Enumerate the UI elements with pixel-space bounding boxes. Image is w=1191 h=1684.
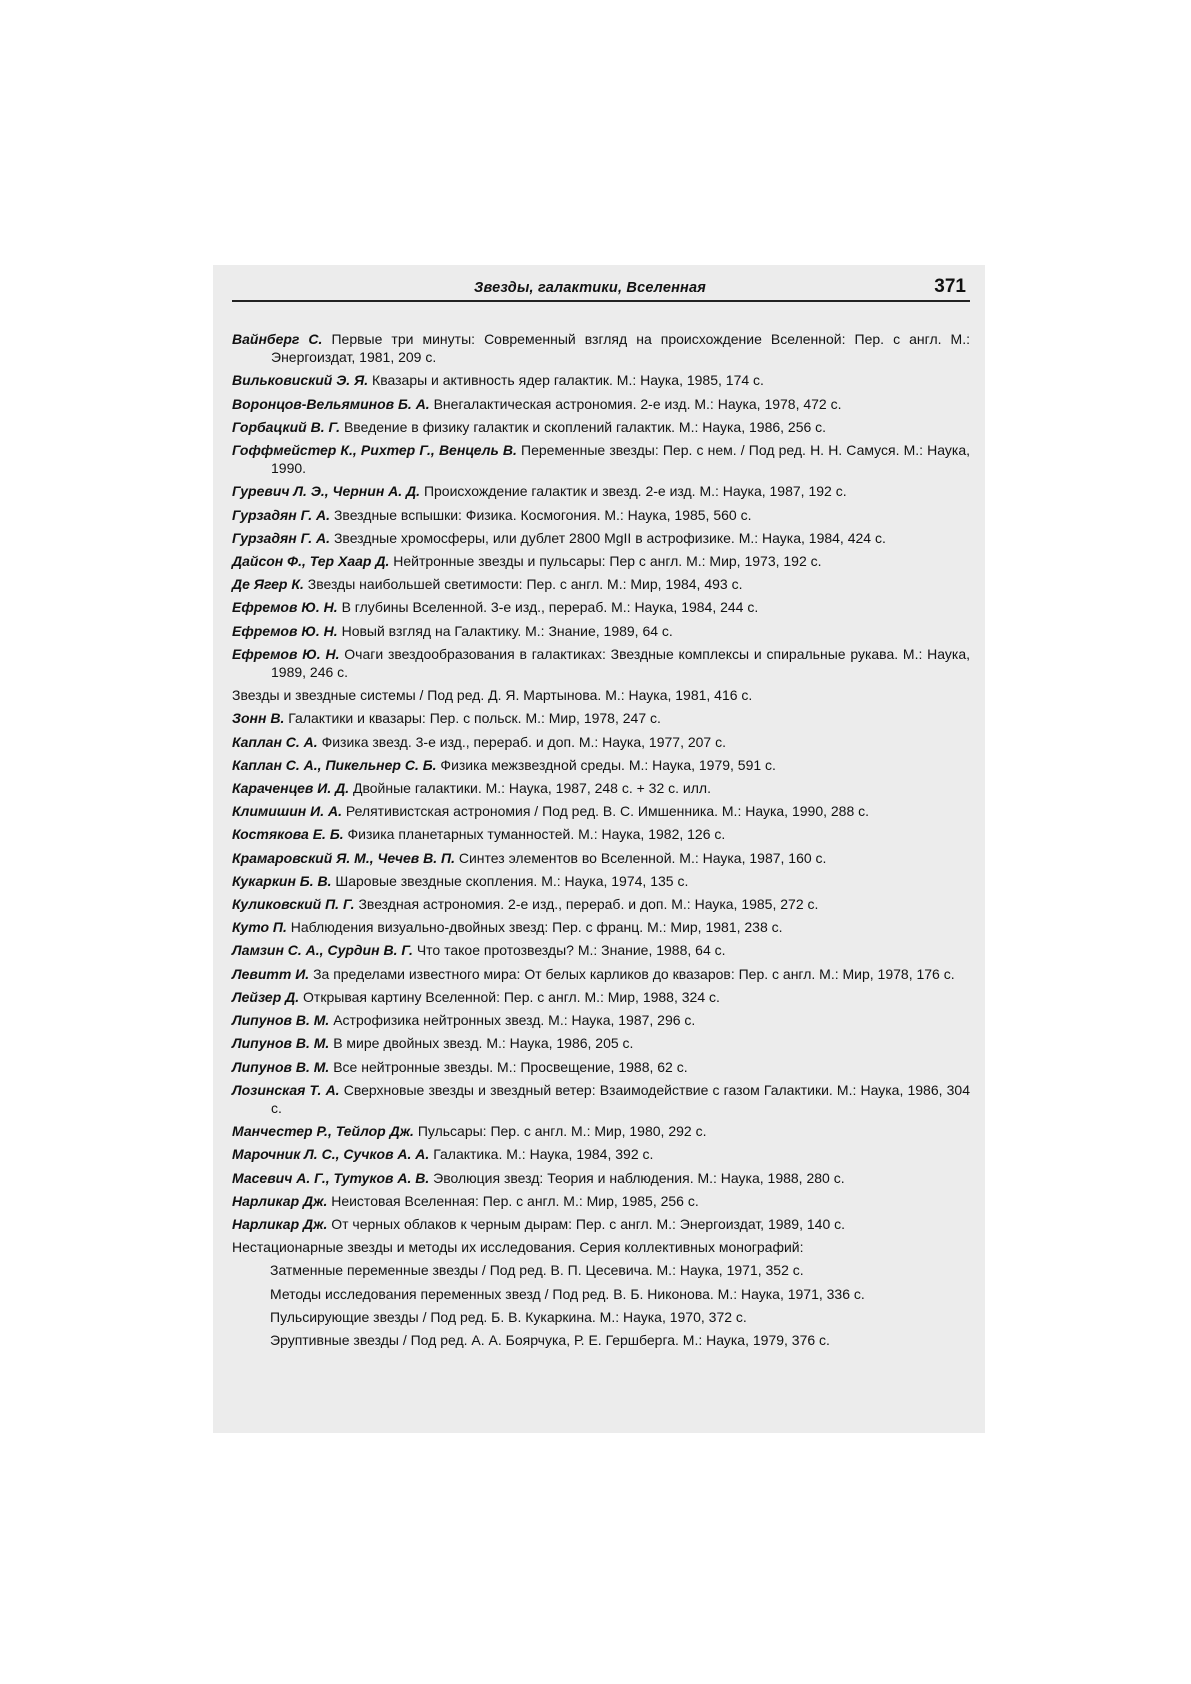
entry-text: Наблюдения визуально-двойных звезд: Пер. с франц. М.: Мир, 1981, 238 с. [290,919,783,936]
entry-author: Левитт И. [232,965,310,982]
bibliography-entry [232,756,970,774]
entry-author: Каплан С. А., Пикельнер С. Б. [232,756,437,773]
bibliography-entry [232,1081,970,1117]
entry-author: Манчестер Р., Тейлор Дж. [232,1123,414,1140]
bibliography-entry [232,1011,970,1029]
entry-author: Гурзадян Г. А. [232,529,331,546]
page-number: 371 [934,276,966,297]
entry-author: Ефремов Ю. Н. [232,622,338,639]
series-sub-entry: Затменные переменные звезды / Под ред. В. П. Цесевича. М.: Наука, 1971, 352 с. [270,1262,804,1279]
bibliography-entry [232,529,970,547]
entry-text: Астрофизика нейтронных звезд. М.: Наука, 1987, 296 с. [333,1012,696,1029]
entry-author: Лозинская Т. А. [232,1081,340,1098]
bibliography-entry [232,825,970,843]
entry-text: Переменные звезды: Пер. с нем. / Под ред. Н. Н. Самуся. М.: Наука, 1990. [271,442,970,477]
bibliography-entry [232,941,970,959]
entry-author: Крамаровский Я. М., Чечев В. П. [232,849,455,866]
bibliography-entry [232,441,970,477]
bibliography-entry [232,552,970,570]
entry-text: Первые три минуты: Современный взгляд на происхождение Вселенной: Пер. с англ. М.: Энергоиздат, 1981, 209 с. [271,331,970,366]
entry-text: Звездные вспышки: Физика. Космогония. М.: Наука, 1985, 560 с. [333,506,752,523]
entry-author: Воронцов-Вельяминов Б. А. [232,395,430,412]
bibliography-entry [232,988,970,1006]
running-title: Звезды, галактики, Вселенная [474,280,707,296]
bibliography-entry [232,965,970,983]
bibliography-entry [232,709,970,727]
entry-author: Дайсон Ф., Тер Хаар Д. [232,553,390,570]
entry-text: Сверхновые звезды и звездный ветер: Взаимодействие с газом Галактики. М.: Наука, 1986, 304 с. [271,1081,971,1116]
bibliography-entry [232,1169,970,1187]
bibliography-list [232,330,970,1354]
entry-author: Климишин И. А. [232,803,342,820]
bibliography-entry [232,849,970,867]
entry-text: Звездные хромосферы, или дублет 2800 MgII в астрофизике. М.: Наука, 1984, 424 с. [333,529,886,546]
bibliography-entry [232,779,970,797]
entry-author: Де Ягер К. [232,576,304,593]
bibliography-entry [232,575,970,593]
bibliography-entry [232,1122,970,1140]
entry-text: Нейтронные звезды и пульсары: Пер с англ. М.: Мир, 1973, 192 с. [393,553,822,570]
entry-author: Гуревич Л. Э., Чернин А. Д. [232,483,421,500]
entry-text: За пределами известного мира: От белых карликов до квазаров: Пер. с англ. М.: Мир, 1978, 176 с. [313,965,955,982]
bibliography-entry [232,1034,970,1052]
entry-text: Синтез элементов во Вселенной. М.: Наука, 1987, 160 с. [458,849,827,866]
entry-author: Куто П. [232,919,287,936]
entry-text: Релятивистская астрономия / Под ред. В. С. Имшенника. М.: Наука, 1990, 288 с. [345,803,870,820]
bibliography-entry [232,802,970,820]
series-sub-entry: Методы исследования переменных звезд / Под ред. В. Б. Никонова. М.: Наука, 1971, 336 с. [270,1285,865,1302]
entry-author: Караченцев И. Д. [232,780,350,797]
entry-author: Липунов В. М. [232,1012,330,1029]
bibliography-entry [232,418,970,436]
bibliography-entry [232,1145,970,1163]
entry-text: Что такое протозвезды? М.: Знание, 1988, 64 с. [416,942,726,959]
entry-text: Физика звезд. 3-е изд., перераб. и доп. М.: Наука, 1977, 207 с. [321,733,726,750]
bibliography-entry [232,1192,970,1210]
entry-author: Гоффмейстер К., Рихтер Г., Венцель В. [232,442,517,459]
entry-author: Масевич А. Г., Тутуков А. В. [232,1169,430,1186]
bibliography-entry [232,895,970,913]
entry-text: Нестационарные звезды и методы их исследования. Серия коллективных монографий: [232,1239,804,1256]
entry-text: Новый взгляд на Галактику. М.: Знание, 1989, 64 с. [341,622,673,639]
entry-text: Открывая картину Вселенной: Пер. с англ. М.: Мир, 1988, 324 с. [303,988,720,1005]
entry-text: Физика межзвездной среды. М.: Наука, 1979, 591 с. [440,756,776,773]
entry-author: Вайнберг С. [232,331,323,347]
bibliography-entry [232,1215,970,1233]
entry-text: Пульсары: Пер. с англ. М.: Мир, 1980, 292 с. [417,1123,707,1140]
entry-text: Двойные галактики. М.: Наука, 1987, 248 с. + 32 с. илл. [352,780,711,797]
entry-author: Костякова Е. Б. [232,826,344,843]
entry-author: Вильковиский Э. Я. [232,372,369,389]
bibliography-entry [232,1238,970,1256]
entry-author: Каплан С. А. [232,733,318,750]
bibliography-entry [232,506,970,524]
entry-text: Физика планетарных туманностей. М.: Наука, 1982, 126 с. [347,826,726,843]
bibliography-entry [232,598,970,616]
entry-author: Липунов В. М. [232,1058,330,1075]
entry-author: Марочник Л. С., Сучков А. А. [232,1146,430,1163]
bibliography-entry [232,1058,970,1076]
header-rule [232,300,970,302]
series-sub-entry: Пульсирующие звезды / Под ред. Б. В. Кукаркина. М.: Наука, 1970, 372 с. [270,1308,747,1325]
bibliography-entry [232,482,970,500]
series-sub-entry: Эруптивные звезды / Под ред. А. А. Боярчука, Р. Е. Гершберга. М.: Наука, 1979, 376 с. [270,1331,830,1348]
bibliography-entry [232,686,970,704]
entry-author: Лейзер Д. [232,988,300,1005]
entry-text: Эволюция звезд: Теория и наблюдения. М.: Наука, 1988, 280 с. [433,1169,845,1186]
bibliography-entry [232,371,970,389]
bibliography-entry [232,622,970,640]
entry-author: Ефремов Ю. Н. [232,599,338,616]
bibliography-entry [232,733,970,751]
entry-author: Зонн В. [232,710,285,727]
entry-author: Гурзадян Г. А. [232,506,331,523]
entry-text: Галактики и квазары: Пер. с польск. М.: Мир, 1978, 247 с. [288,710,661,727]
entry-text: Звездная астрономия. 2-е изд., перераб. и доп. М.: Наука, 1985, 272 с. [358,896,819,913]
entry-text: В глубины Вселенной. 3-е изд., перераб. М.: Наука, 1984, 244 с. [341,599,759,616]
entry-text: Квазары и активность ядер галактик. М.: Наука, 1985, 174 с. [372,372,764,389]
entry-author: Ламзин С. А., Сурдин В. Г. [232,942,413,959]
bibliography-entry [232,395,970,413]
entry-text: Шаровые звездные скопления. М.: Наука, 1974, 135 с. [335,872,689,889]
entry-author: Горбацкий В. Г. [232,418,341,435]
entry-author: Липунов В. М. [232,1035,330,1052]
bibliography-entry [232,330,970,366]
entry-text: От черных облаков к черным дырам: Пер. с англ. М.: Энергоиздат, 1989, 140 с. [331,1215,846,1232]
bibliography-entry [232,918,970,936]
entry-text: Все нейтронные звезды. М.: Просвещение, 1988, 62 с. [333,1058,688,1075]
entry-text: Звезды наибольшей светимости: Пер. с англ. М.: Мир, 1984, 493 с. [307,576,743,593]
entry-author: Кукаркин Б. В. [232,872,332,889]
running-header [232,276,970,304]
entry-text: Введение в физику галактик и скоплений галактик. М.: Наука, 1986, 256 с. [343,418,827,435]
bibliography-entry [232,872,970,890]
entry-text: Звезды и звездные системы / Под ред. Д. Я. Мартынова. М.: Наука, 1981, 416 с. [232,687,753,704]
entry-author: Нарликар Дж. [232,1192,328,1209]
entry-text: Происхождение галактик и звезд. 2-е изд. М.: Наука, 1987, 192 с. [423,483,847,500]
entry-text: Галактика. М.: Наука, 1984, 392 с. [433,1146,654,1163]
entry-text: Очаги звездообразования в галактиках: Звездные комплексы и спиральные рукава. М.: Наука, 1989, 246 с. [271,645,971,681]
entry-author: Нарликар Дж. [232,1215,328,1232]
entry-text: Неистовая Вселенная: Пер. с англ. М.: Мир, 1985, 256 с. [331,1192,699,1209]
bibliography-entry [232,645,970,681]
entry-author: Ефремов Ю. Н. [232,645,340,662]
entry-author: Куликовский П. Г. [232,896,355,913]
entry-text: В мире двойных звезд. М.: Наука, 1986, 205 с. [333,1035,634,1052]
entry-text: Внегалактическая астрономия. 2-е изд. М.: Наука, 1978, 472 с. [433,395,842,412]
